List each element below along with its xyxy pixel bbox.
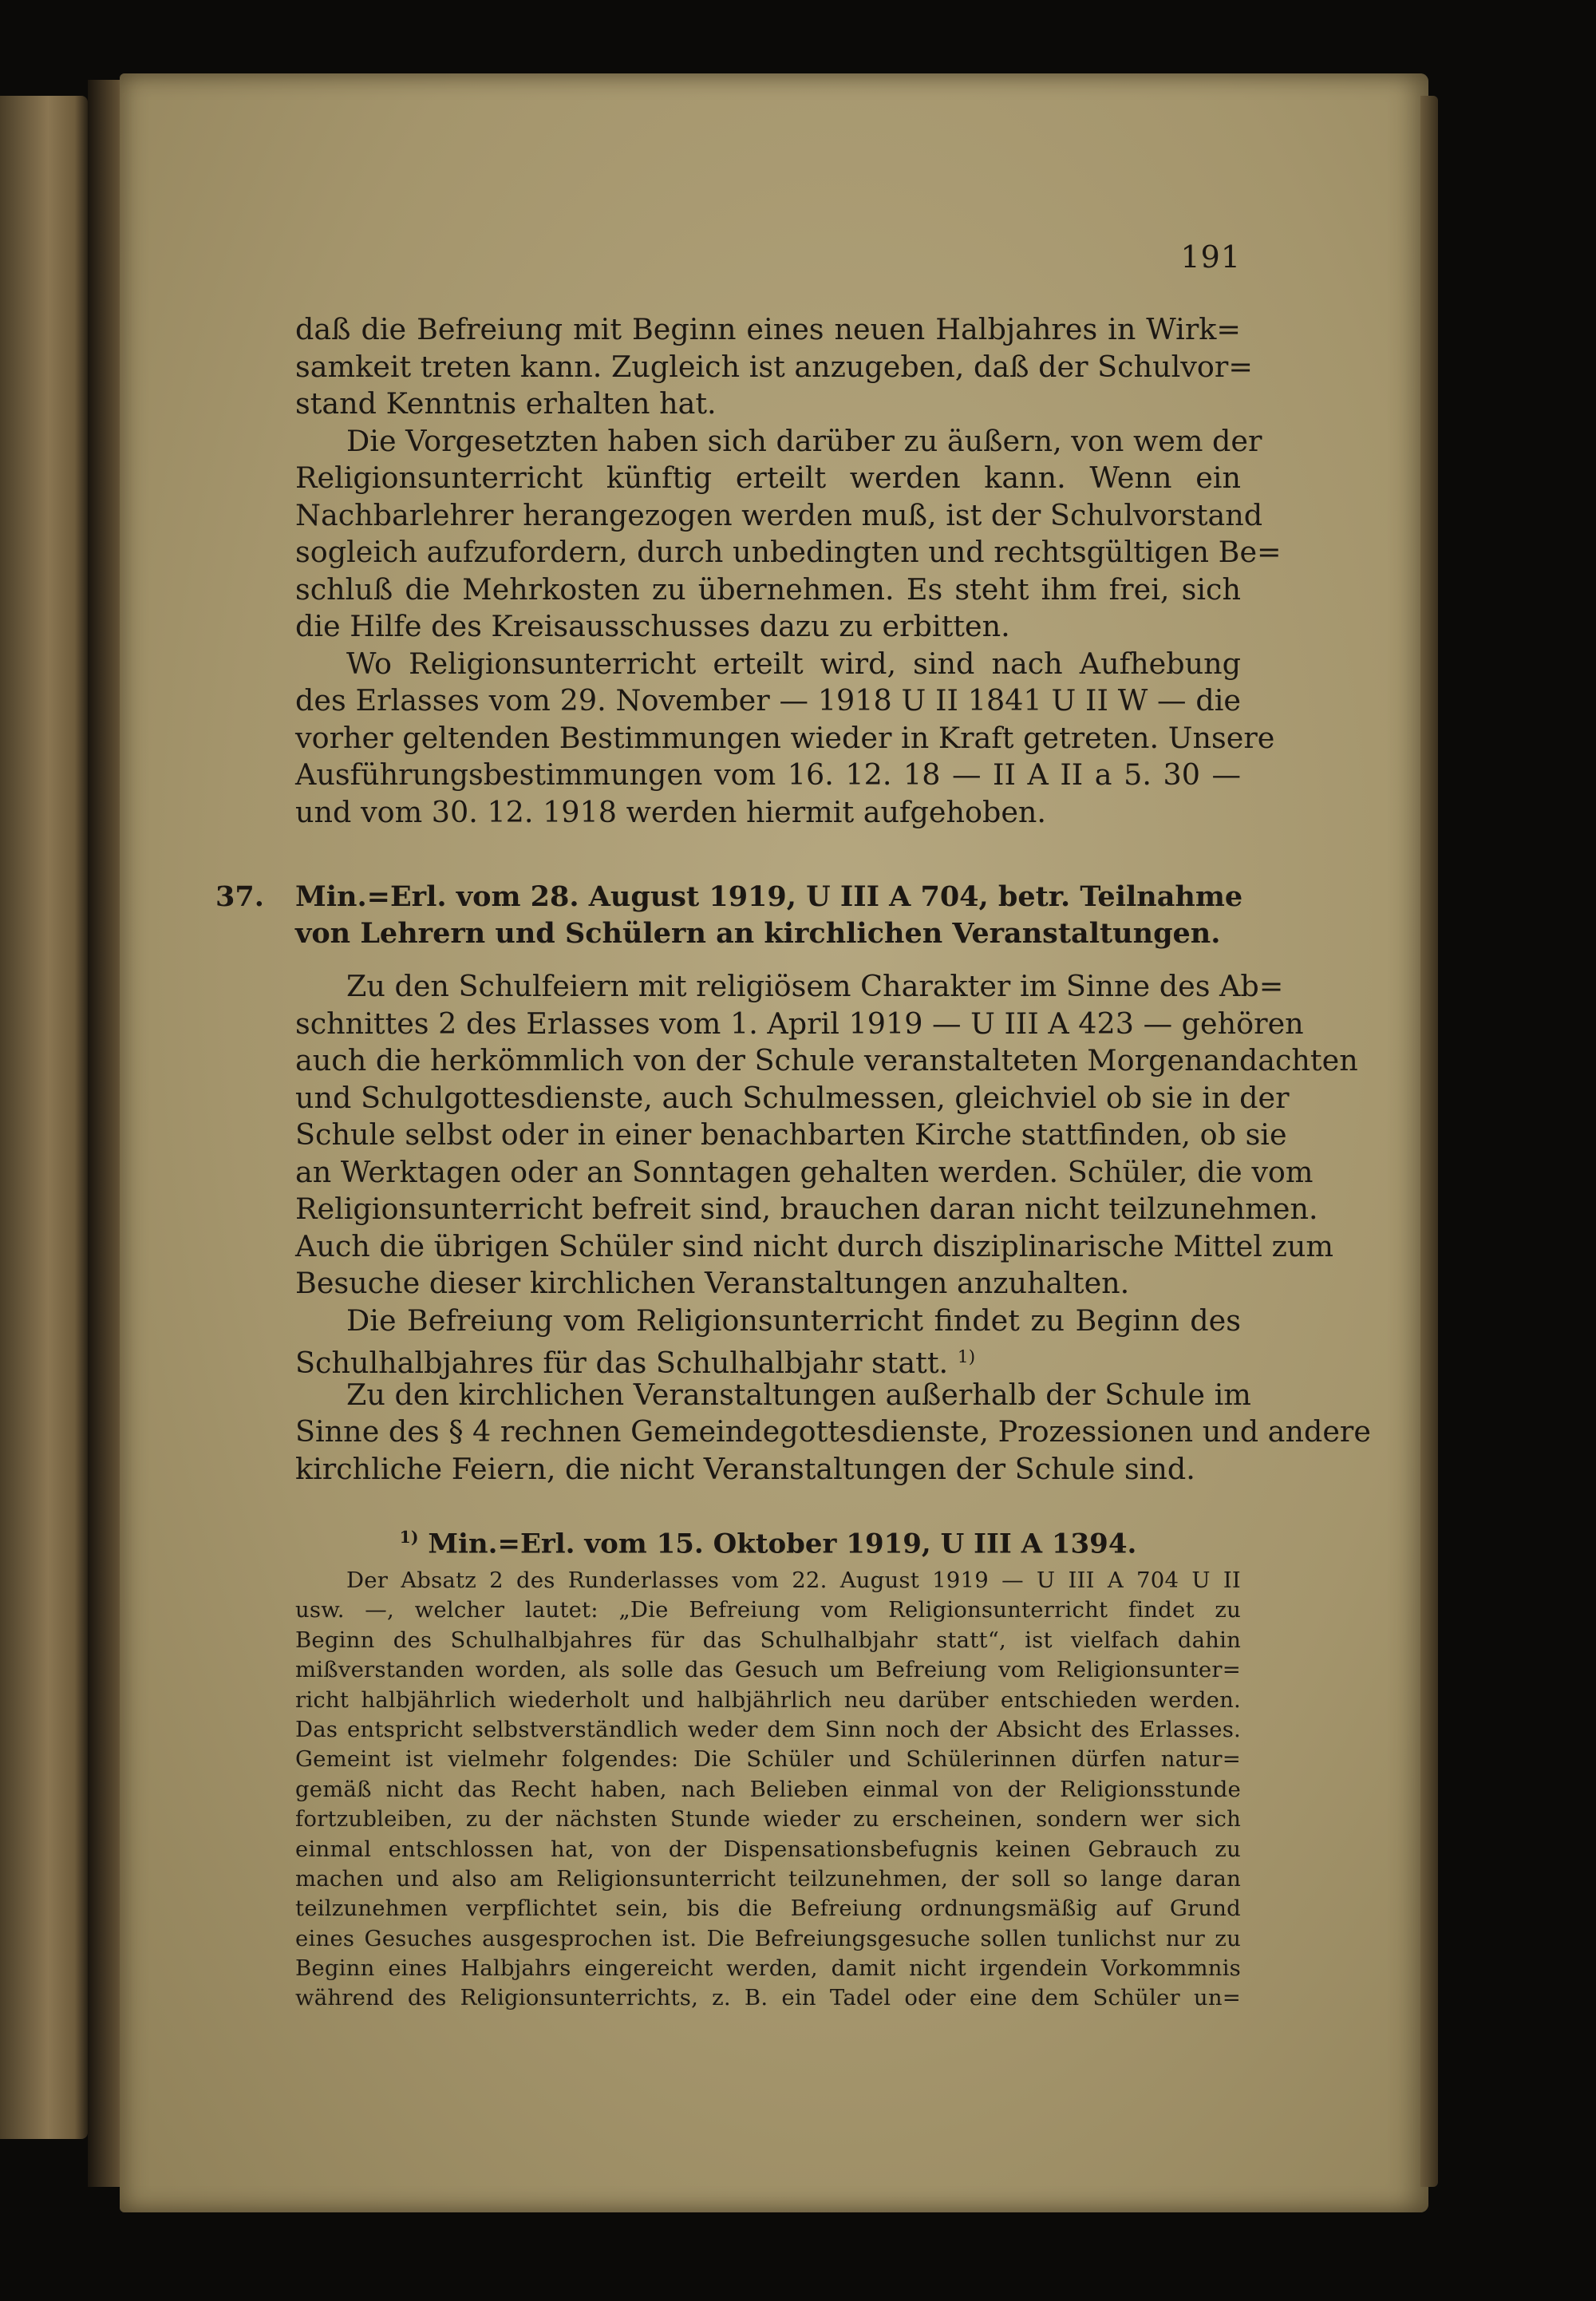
- section-heading-line: Min.=Erl. vom 28. August 1919, U III A 704, betr. Teilnahme: [295, 880, 1243, 913]
- section-number: 37.: [215, 880, 264, 913]
- text-line: Besuche dieser kirchlichen Veranstaltungen anzuhalten.: [295, 1266, 1130, 1300]
- footnote-line: machen und also am Religionsunterricht teilzunehmen, der soll so lange daran: [295, 1865, 1241, 1892]
- left-page-edge: [0, 96, 88, 2139]
- footnote-line: usw. —, welcher lautet: „Die Befreiung vom Religionsunterricht findet zu: [295, 1597, 1241, 1623]
- footnote-heading-text: Min.=Erl. vom 15. Oktober 1919, U III A 1394.: [428, 1528, 1137, 1560]
- footnote-line: Gemeint ist vielmehr folgendes: Die Schüler und Schülerinnen dürfen natur=: [295, 1746, 1241, 1773]
- footnote-line: Beginn eines Halbjahrs eingereicht werden, damit nicht irgendein Vorkommnis: [295, 1955, 1241, 1982]
- text-line: Ausführungsbestimmungen vom 16. 12. 18 — II A II a 5. 30 —: [295, 757, 1241, 792]
- text-line: Nachbarlehrer herangezogen werden muß, ist der Schulvorstand: [295, 497, 1263, 532]
- footnote-line: richt halbjährlich wiederholt und halbjährlich neu darüber entschieden werden.: [295, 1686, 1241, 1713]
- page-fore-edge: [1420, 96, 1438, 2187]
- footnote-heading-marker: 1): [399, 1528, 419, 1547]
- footnote-line: eines Gesuches ausgesprochen ist. Die Befreiungsgesuche sollen tunlichst nur zu: [295, 1925, 1241, 1951]
- text-line: Zu den Schulfeiern mit religiösem Charakter im Sinne des Ab=: [346, 969, 1284, 1003]
- text-line: an Werktagen oder an Sonntagen gehalten werden. Schüler, die vom: [295, 1154, 1314, 1189]
- footnote-marker: 1): [957, 1347, 976, 1367]
- footnote-line: während des Religionsunterrichts, z. B. ein Tadel oder eine dem Schüler un=: [295, 1985, 1241, 2011]
- text-line: Die Vorgesetzten haben sich darüber zu äußern, von wem der: [346, 423, 1262, 458]
- text-line: samkeit treten kann. Zugleich ist anzugeben, daß der Schulvor=: [295, 349, 1253, 384]
- footnote-line: Beginn des Schulhalbjahres für das Schulhalbjahr statt“, ist vielfach dahin: [295, 1627, 1241, 1653]
- section-heading-line: von Lehrern und Schülern an kirchlichen Veranstaltungen.: [295, 917, 1221, 950]
- footnote-line: teilzunehmen verpflichtet sein, bis die Befreiung ordnungsmäßig auf Grund: [295, 1896, 1241, 1922]
- footnote-line: einmal entschlossen hat, von der Dispensationsbefugnis keinen Gebrauch zu: [295, 1836, 1241, 1862]
- text-line: des Erlasses vom 29. November — 1918 U II 1841 U II W — die: [295, 683, 1241, 718]
- text-line: schnittes 2 des Erlasses vom 1. April 1919 — U III A 423 — gehören: [295, 1006, 1304, 1041]
- text-line: [295, 1339, 1241, 1381]
- text-line: Auch die übrigen Schüler sind nicht durch disziplinarische Mittel zum: [295, 1228, 1333, 1263]
- text-lines: [215, 311, 1371, 2014]
- page-number: 191: [1180, 239, 1241, 275]
- text-line: vorher geltenden Bestimmungen wieder in Kraft getreten. Unsere: [295, 720, 1275, 755]
- text-line: sogleich aufzufordern, durch unbedingten und rechtsgültigen Be=: [295, 535, 1282, 569]
- text-line: und vom 30. 12. 1918 werden hiermit aufgehoben.: [295, 794, 1047, 829]
- text-line: und Schulgottesdienste, auch Schulmessen, gleichviel ob sie in der: [295, 1080, 1290, 1115]
- footnote-line: fortzubleiben, zu der nächsten Stunde wieder zu erscheinen, sondern wer sich: [295, 1806, 1241, 1832]
- text-line: Die Befreiung vom Religionsunterricht findet zu Beginn des: [346, 1303, 1241, 1338]
- text-line: Religionsunterricht künftig erteilt werden kann. Wenn ein: [295, 461, 1241, 495]
- text-line: auch die herkömmlich von der Schule veranstalteten Morgenandachten: [295, 1043, 1358, 1077]
- text-line: schluß die Mehrkosten zu übernehmen. Es steht ihm frei, sich: [295, 571, 1241, 607]
- footnote-line: gemäß nicht das Recht haben, nach Belieben einmal von der Religionsstunde: [295, 1776, 1241, 1802]
- text-line: Religionsunterricht befreit sind, brauchen daran nicht teilzunehmen.: [295, 1192, 1318, 1226]
- section-heading: [215, 879, 1243, 915]
- text-line: die Hilfe des Kreisausschusses dazu zu erbitten.: [295, 609, 1010, 643]
- footnote-line: Das entspricht selbstverständlich weder dem Sinn noch der Absicht des Erlasses.: [295, 1716, 1241, 1742]
- text-line: Wo Religionsunterricht erteilt wird, sind nach Aufhebung: [346, 646, 1241, 681]
- text-line-content: Schulhalbjahres für das Schulhalbjahr statt.: [295, 1346, 949, 1381]
- footnote-line: Der Absatz 2 des Runderlasses vom 22. August 1919 — U III A 704 U II: [346, 1568, 1241, 1593]
- footnote-heading: [295, 1520, 1241, 1560]
- text-line: Zu den kirchlichen Veranstaltungen außerhalb der Schule im: [346, 1377, 1251, 1412]
- text-line: kirchliche Feiern, die nicht Veranstaltungen der Schule sind.: [295, 1451, 1195, 1486]
- text-line: stand Kenntnis erhalten hat.: [295, 386, 717, 421]
- text-line: Sinne des § 4 rechnen Gemeindegottesdienste, Prozessionen und andere: [295, 1414, 1371, 1449]
- text-line: Schule selbst oder in einer benachbarten Kirche stattfinden, ob sie: [295, 1117, 1287, 1152]
- text-line: daß die Befreiung mit Beginn eines neuen Halbjahres in Wirk=: [295, 312, 1241, 346]
- footnote-line: mißverstanden worden, als solle das Gesuch um Befreiung vom Religionsunter=: [295, 1657, 1241, 1683]
